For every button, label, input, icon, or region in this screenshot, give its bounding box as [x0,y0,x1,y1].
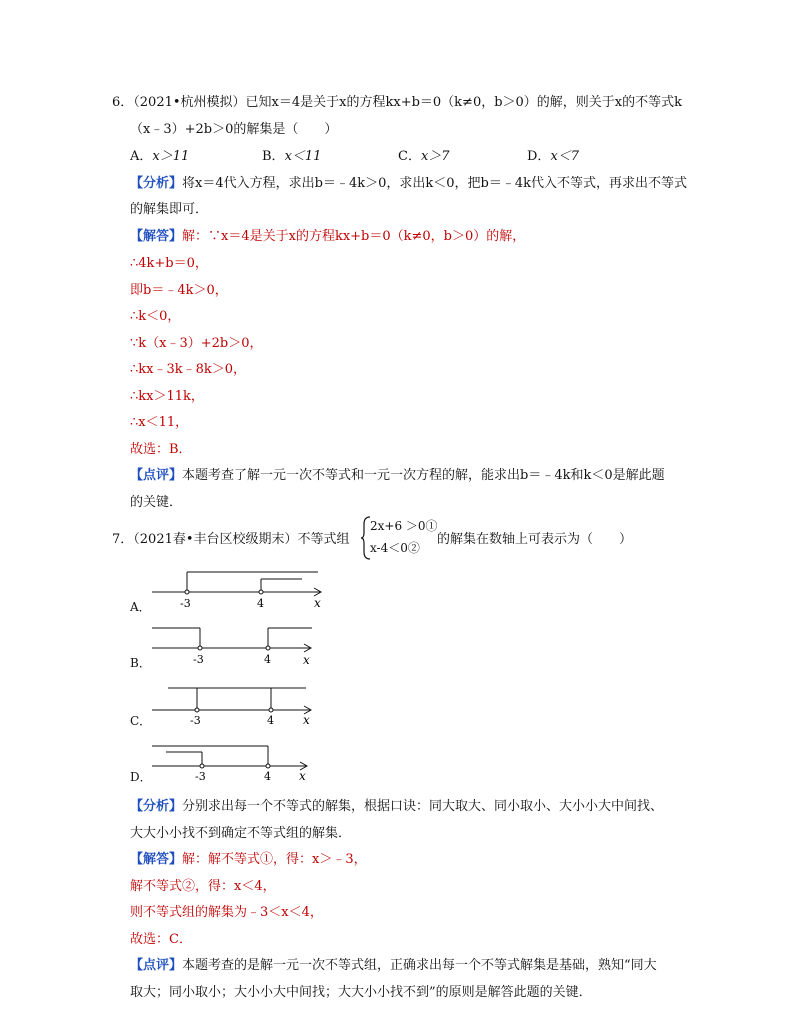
q6-stem-text: 已知x＝4是关于x的方程kx+b＝0（k≠0，b＞0）的解，则关于x的不等式k [245,95,683,110]
q6-source: （2021•杭州模拟） [133,95,246,110]
tick-label: 4 [267,714,274,726]
axis-label: x [314,596,321,610]
q7-stem [112,531,350,549]
q6-answer-tag: 【解答】 [130,229,183,244]
open-point-icon [185,590,189,594]
tick-label: -3 [190,714,201,726]
axis-label: x [299,769,306,782]
q6-option-a[interactable]: A．x＞11 [130,149,190,164]
q7-comment [130,957,657,975]
q6-comment-text2: 的关键． [130,495,183,510]
q7-comment-tag: 【点评】 [130,958,183,973]
q7-option-c-label[interactable]: C． [130,714,152,728]
tick-label: 4 [264,653,271,666]
q7-stem-suffix: 的解集在数轴上可表示为（ ） [437,532,633,547]
q7-analysis-tag: 【分析】 [130,799,183,814]
q7-comment-text1: 本题考查的是解一元一次不等式组，正确求出每一个不等式解集是基础，熟知“同大 [182,958,657,973]
q7-answer-tag: 【解答】 [130,852,183,867]
q6-comment-text1: 本题考查了解一元一次不等式和一元一次方程的解，能求出b＝﹣4k和k＜0是解此题 [182,468,665,483]
q7-number: 7． [112,532,134,547]
axis-label: x [303,713,310,726]
q7-comment-text2: 取大；同小取小；大小小大中间找；大大小小找不到”的原则是解答此题的关键． [130,985,592,1000]
q6-option-b[interactable]: B．x＜11 [262,149,322,164]
q7-answer-line2: 则不等式组的解集为﹣3＜x＜4， [130,905,323,920]
q6-answer-line5: ∴kx﹣3k﹣8k＞0， [130,362,247,377]
q6-answer-line6: ∴kx＞11k， [130,389,204,404]
tick-label: -3 [193,653,204,666]
q7-option-b-numberline[interactable] [150,624,330,670]
q7-option-a-label[interactable]: A． [130,600,151,614]
q6-analysis-tag: 【分析】 [130,176,183,191]
open-point-icon [259,590,263,594]
q7-answer-line3: 故选：C． [130,932,192,947]
q6-answer-line3: ∴k＜0， [130,309,181,324]
q6-analysis-text2: 的解集即可． [130,202,209,217]
q7-analysis-text2: 大大小小找不到确定不等式组的解集． [130,826,352,841]
axis-label: x [303,653,310,667]
q6-comment [130,467,665,485]
q7-option-c-numberline[interactable] [150,680,330,726]
q6-comment-tag: 【点评】 [130,468,183,483]
q6-answer-line1: ∴4k+b＝0， [130,256,208,271]
q7-system-line1: 2x+6 ＞0① [370,519,438,533]
open-point-icon [266,764,270,768]
q6-answer-line7: ∴x＜11， [130,415,189,430]
q7-answer-line1: 解不等式②，得：x＜4， [130,879,276,894]
q7-analysis-text1: 分别求出每一个不等式的解集，根据口诀：同大取大、同小取小、大小小大中间找、 [182,799,664,814]
q7-stem-prefix: 不等式组 [297,532,350,547]
q6-analysis-text1: 将x＝4代入方程，求出b＝﹣4k＞0，求出k＜0，把b＝﹣4k代入不等式，再求出不等式 [182,176,687,191]
q7-source: （2021春•丰台区校级期末） [133,532,298,547]
q6-stem-line1 [112,94,682,112]
q6-option-d[interactable]: D．x＜7 [527,149,580,164]
q7-inequality-system [360,516,438,560]
tick-label: -3 [195,770,206,782]
q6-stem-line2: （x﹣3）+2b＞0的解集是（ ） [130,122,338,137]
q6-answer-line0: 【解答】解：∵x＝4是关于x的方程kx+b＝0（k≠0，b＞0）的解， [130,229,526,244]
q6-answer-line2: 即b＝﹣4k＞0， [130,283,228,298]
tick-label: 4 [264,770,271,782]
q6-option-c[interactable]: C．x＞7 [398,149,450,164]
open-point-icon [266,646,270,650]
open-point-icon [269,708,273,712]
q7-option-a-numberline[interactable] [150,568,330,614]
q7-system-line2: x-4＜0② [370,541,420,555]
q7-option-d-numberline[interactable] [150,736,330,782]
q6-answer-line4: ∵k（x﹣3）+2b＞0， [130,336,263,351]
q6-answer-line8: 故选：B． [130,442,192,457]
open-point-icon [195,708,199,712]
q7-option-b-label[interactable]: B． [130,656,151,670]
q7-analysis [130,798,663,816]
open-point-icon [198,646,202,650]
q6-analysis [130,175,687,193]
q6-number: 6． [112,95,134,110]
open-point-icon [200,764,204,768]
q7-option-d-label[interactable]: D． [130,770,152,784]
tick-label: 4 [257,597,264,610]
tick-label: -3 [180,597,191,610]
q7-answer-line0: 【解答】解：解不等式①，得：x＞﹣3， [130,852,367,867]
